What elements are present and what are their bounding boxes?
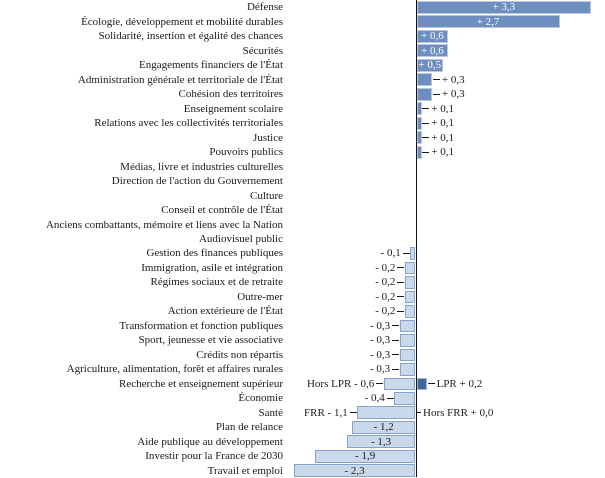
bar-negative <box>405 305 416 318</box>
leader-line <box>428 383 435 384</box>
category-label: Défense <box>246 1 283 14</box>
category-label: Crédits non répartis <box>196 348 283 361</box>
leader-line <box>433 94 440 95</box>
value-label: - 0,2 <box>375 275 404 289</box>
category-label: Conseil et contrôle de l'État <box>161 204 283 217</box>
value-label: + 0,1 <box>422 130 454 144</box>
leader-line <box>403 253 410 254</box>
value-label: + 2,7 <box>476 15 500 28</box>
category-label: Culture <box>250 189 283 202</box>
leader-line <box>422 108 429 109</box>
category-label: Immigration, asile et intégration <box>141 261 283 274</box>
bar-negative <box>357 406 415 419</box>
category-label: Outre-mer <box>237 290 283 303</box>
leader-line <box>397 282 404 283</box>
leader-line <box>397 267 404 268</box>
category-label: Travail et emploi <box>207 464 283 477</box>
bar-negative <box>347 435 416 448</box>
bar-negative <box>315 450 416 463</box>
bar-positive <box>417 59 444 72</box>
value-label: + 0,3 <box>433 87 465 101</box>
bar-negative <box>400 363 416 376</box>
leader-line <box>422 137 429 138</box>
value-label: + 0,6 <box>421 44 444 57</box>
leader-line <box>392 369 399 370</box>
category-label: Gestion des finances publiques <box>146 247 283 260</box>
bar-positive <box>417 88 433 101</box>
category-label: Pouvoirs publics <box>209 146 283 159</box>
category-label: Cohésion des territoires <box>178 88 283 101</box>
leader-line <box>417 412 421 413</box>
leader-line <box>433 79 440 80</box>
value-label: - 0,1 <box>381 246 410 260</box>
value-label: - 1,3 <box>370 435 392 448</box>
category-label: Recherche et enseignement supérieur <box>118 377 283 390</box>
bar-positive <box>417 1 592 14</box>
category-label: Écologie, développement et mobilité durables <box>81 15 283 28</box>
bar-negative <box>294 464 416 477</box>
bar-positive <box>417 15 560 28</box>
bar-negative <box>405 276 416 289</box>
leader-line <box>392 340 399 341</box>
bar-negative <box>405 291 416 304</box>
value-label: - 0,2 <box>375 290 404 304</box>
bar-negative <box>400 349 416 362</box>
category-label: Action extérieure de l'État <box>167 305 283 318</box>
leader-line <box>392 325 399 326</box>
bar-negative <box>400 334 416 347</box>
value-label: + 0,6 <box>421 30 444 43</box>
bar-positive <box>417 131 422 144</box>
bar-negative <box>400 320 416 333</box>
value-label: - 0,2 <box>375 304 404 318</box>
category-label: Administration générale et territoriale de l'État <box>77 73 283 86</box>
bar-positive <box>417 102 422 115</box>
bar-negative <box>384 378 416 391</box>
category-label: Économie <box>238 392 283 405</box>
category-label: Justice <box>253 131 283 144</box>
bar-positive <box>417 44 449 57</box>
category-label: Relations avec les collectivités territoriales <box>94 117 283 130</box>
value-label: - 1,9 <box>355 450 376 463</box>
value-label: Hors LPR - 0,6 <box>307 377 383 391</box>
value-label: - 1,2 <box>373 421 394 434</box>
value-label: - 0,2 <box>375 261 404 275</box>
bar-positive <box>417 73 433 86</box>
category-label: Enseignement scolaire <box>183 102 283 115</box>
leader-line <box>387 398 394 399</box>
leader-line <box>392 354 399 355</box>
bar-positive <box>417 117 422 130</box>
category-label: Santé <box>258 406 283 419</box>
value-label: - 0,3 <box>370 319 399 333</box>
value-label: - 0,3 <box>370 362 399 376</box>
leader-line <box>376 383 383 384</box>
leader-line <box>422 152 429 153</box>
category-label: Investir pour la France de 2030 <box>145 450 283 463</box>
category-label: Médias, livre et industries culturelles <box>120 160 283 173</box>
category-label: Régimes sociaux et de retraite <box>150 276 283 289</box>
leader-line <box>422 123 429 124</box>
category-label: Solidarité, insertion et égalité des chances <box>98 30 283 43</box>
category-label: Direction de l'action du Gouvernement <box>111 175 283 188</box>
leader-line <box>397 296 404 297</box>
bar-negative <box>410 247 415 260</box>
value-label: FRR - 1,1 <box>304 406 357 420</box>
value-label: + 0,1 <box>422 116 454 130</box>
category-label: Anciens combattants, mémoire et liens avec la Nation <box>45 218 283 231</box>
value-label: LPR + 0,2 <box>428 377 483 391</box>
leader-line <box>350 412 357 413</box>
bar-negative <box>352 421 416 434</box>
leader-line <box>397 311 404 312</box>
category-label: Aide publique au développement <box>137 435 283 448</box>
value-label: + 0,1 <box>422 101 454 115</box>
category-label: Agriculture, alimentation, forêt et affaires rurales <box>66 363 283 376</box>
value-label: - 0,4 <box>365 391 394 405</box>
bar-positive <box>417 378 428 391</box>
category-label: Audiovisuel public <box>198 232 283 245</box>
bar-negative <box>394 392 415 405</box>
value-label: - 0,3 <box>370 348 399 362</box>
value-label: Hors FRR + 0,0 <box>417 406 493 420</box>
category-label: Transformation et fonction publiques <box>119 319 283 332</box>
value-label: - 2,3 <box>344 464 365 477</box>
category-label: Sport, jeunesse et vie associative <box>138 334 283 347</box>
category-label: Sécurités <box>242 44 283 57</box>
value-label: - 0,3 <box>370 333 399 347</box>
bar-positive <box>417 30 449 43</box>
bar-negative <box>405 262 416 275</box>
bar-positive <box>417 146 422 159</box>
value-label: + 0,5 <box>418 59 442 72</box>
value-label: + 0,1 <box>422 145 454 159</box>
category-label: Engagements financiers de l'État <box>138 59 283 72</box>
value-label: + 3,3 <box>492 1 516 14</box>
value-label: + 0,3 <box>433 72 465 86</box>
category-label: Plan de relance <box>215 421 283 434</box>
